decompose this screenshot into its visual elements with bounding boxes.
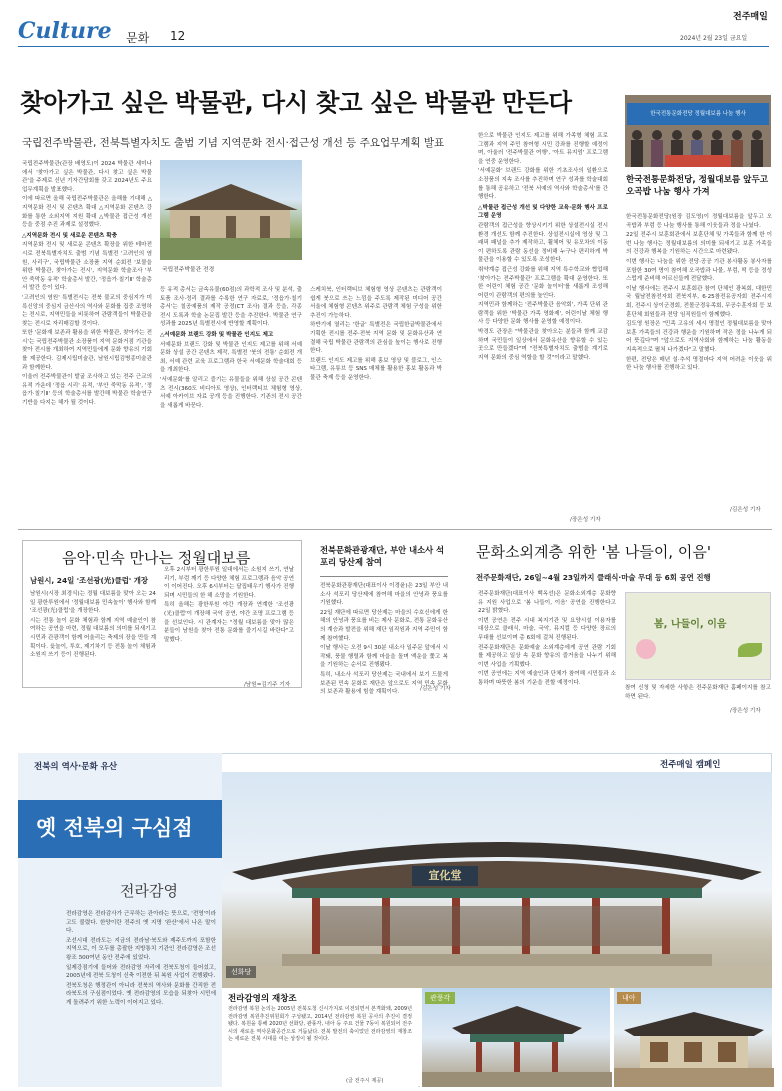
caption-body (228, 1006, 412, 1074)
lead-col1-p5: 또한 '문화재 보존과 활용을 위한 박물관, 찾아가는 전시'는 국립전주박물관 소장품이 지역 문화거점 기관을 찾아 전시를 개최하여 지역민들에게 문화 향유의 기회를 제공한다. 김제시립미술관, 남원시립김병종미술관과 함께한다. (22, 330, 152, 371)
right-top-p6: 한편, 전당은 매년 설·추석 명절마다 지역 어려운 이웃을 위한 나눔 행사를 진행하고 있다. (626, 356, 772, 372)
mid-left-headline: 음악·민속 만나는 정월대보름 (62, 549, 251, 567)
event-photo (625, 95, 771, 167)
caption-body-text: 전라감영 복원 논의는 2005년 전북도청 신시가지로 이전되면서 본격화돼, 2009년 전라감영 복원추진위원회가 구성됐고, 2014년 전라감영 복원 공사의 추진이 결정됐다. 복원을 통해 2020년 선화당, 관풍각, 내아 등 주요 건물 7동이 복원되어 전주시의 새로운 역사문화공간으로 거듭났다. 전북 발전의 축이었던 전라감영의 재창조는 새로운 전북 시대를 여는 상징이 될 것이다. (228, 1006, 412, 1043)
mid-center-rule (320, 576, 448, 577)
mid-right-p3: 전주문화재단은 문화예술 소외계층에게 공연 관람 기회를 제공하고 일상 속 문화 향유의 즐거움을 나누기 위해 이번 사업을 기획했다. (478, 644, 616, 668)
section-en: Culture (18, 18, 112, 44)
lead-col4-p5: 지역민과 함께하는 '전주박물관 음악회', 가족 단위 관람객을 위한 '박물관 가족 영화제', 어린이날 체험 행사 등 다양한 문화 행사를 운영할 예정이다. (478, 302, 608, 326)
lead-col4-p4: 취약계층 접근성 강화를 위해 지역 특수학교와 협업해 '찾아가는 전주박물관' 프로그램을 확대 운영한다. 또한 어린이 체험 공간 '문화 놀이터'를 새롭게 조성해 어린이 관람객의 편의를 높인다. (478, 266, 608, 299)
mid-center-byline: /김은성 기자 (420, 686, 451, 692)
mid-left-col1 (30, 590, 156, 686)
lead-col1 (22, 160, 152, 522)
section-divider-1 (18, 529, 772, 530)
poster-flower-icon (636, 639, 656, 659)
right-top-headline: 한국전통문화전당, 정월대보름 앞두고 오곡밥 나눔 행사 가져 (626, 175, 769, 197)
bottom-p3: 일제강점기에 들어와 전라감영 자리에 전북도청이 들어섰고, 2005년에 전북 도청이 신축 이전한 뒤 복원 사업이 진행됐다. (66, 964, 216, 980)
mid-right-col2 (625, 684, 771, 698)
mid-left-p4: 특히 올해는 광한루원 야간 개장과 연계한 '조선광(光)클럽'이 개장해 국악 공연, 야간 조명 프로그램 등을 선보인다. 시 관계자는 "정월 대보름을 맞아 많은 분들이 남원을 찾아 전통 문화를 즐기시길 바란다"고 말했다. (164, 602, 294, 643)
right-top-p1: 한국전통문화전당(원장 김도영)이 정월대보름을 앞두고 오곡밥과 부럼 등 나눔 행사를 통해 이웃들과 정을 나눴다. (626, 214, 772, 229)
event-banner: 한국전통문화전당 정월대보름 나눔 행사 (627, 103, 769, 125)
photo-label-seonhwadang: 선화당 (226, 966, 256, 978)
section-ko: 문화 (126, 31, 150, 45)
mid-right-byline: /장은성 기자 (730, 708, 761, 714)
right-top-p5: 김도영 원장은 "민족 고유의 세시 명절인 정월대보름을 맞아 보훈 가족들의 건강과 행운을 기원하며 작은 정을 나누게 되어 뜻깊다"며 "앞으로도 지역사회와 함께하는 나눔 활동을 지속적으로 펼쳐 나가겠다"고 말했다. (626, 321, 772, 353)
lead-col1-p3: 지역문화 전시 및 새로운 콘텐츠 확장을 위한 테마전시로 전북특별자치도 출범 기념 특별전 '고려인의 염원, 사리구', 국립박물관 소장품 지역 순회전 '보물을 위한 박물관, 찾아가는 전시', 지역문화 학술조사 '부안 죽막동 유적' 학술총서 발간, '정읍가·칠기Ⅱ' 학술총서 발간 등이 있다. (22, 242, 152, 292)
lead-col4-p3: 관람객의 접근성을 향상시키기 위한 상설전시실 전시환경 개선도 함께 추진한다. 상설전시실에 영상 및 그래픽 패널을 추가 제작하고, 휠체어 및 유모차의 이동이 편하도록 관람 동선을 정비해 누구나 편리하게 박물관을 이용할 수 있도록 조성한다. (478, 222, 608, 264)
lead-col2-h1: △서예문화 브랜드 강화 및 박물관 인지도 제고 (160, 331, 274, 338)
mid-center-p3: 이날 행사는 오전 9시 30분 내소사 일주문 앞에서 시작돼, 풍물 행렬과 함께 마을을 돌며 액운을 쫓고 복을 기원하는 순서로 진행됐다. (320, 645, 448, 669)
lead-col2-p3: '서예문화'를 알리고 즐기는 유물들을 위해 상설 공간 콘텐츠 전시(360도 비디아트 영상), 인터랙티브 체험형 영상, 서예 아카이브 자료 공개 등을 진행한다. 기존의 전시 공간을 새롭게 바꾼다. (160, 376, 302, 409)
right-top-body (626, 213, 772, 503)
mid-center-headline: 전북문화관광재단, 부안 내소사 석포리 당산제 참여 (320, 545, 445, 567)
photo-label-naea: 내아 (617, 992, 641, 1004)
mid-right-col1 (478, 590, 616, 694)
mid-right-p2: 이번 공연은 전주 시내 복지기관 및 요양시설 이용자를 대상으로 클래식, 마술, 국악, 뮤지컬 등 다양한 장르의 무대를 선보이며 총 6회에 걸쳐 진행된다. (478, 617, 616, 641)
right-top-p3: 이번 행사는 나눔을 위한 전당·공공 기관 봉사활동 봉사자를 포함한 30여 명이 참여해 오곡밥과 나물, 부럼, 떡 등을 정성스럽게 준비해 어르신들께 전달했다. (626, 258, 772, 283)
bottom-title: 옛 전북의 구심점 (36, 816, 193, 840)
mid-center-p4: 특히, 내소사 석포리 당산제는 국내에서 보기 드물게 보존된 민속 문화로 재단은 앞으로도 지역 민속 문화의 보존과 활용에 힘쓸 계획이다. (320, 671, 448, 696)
right-top-p2: 22일 전주시 보훈회관에서 보훈단체 및 가족들과 함께 한 이번 나눔 행사는 정월대보름의 의미를 되새기고 보훈 가족들의 건강과 행복을 기원하는 시간으로 마련됐다. (626, 232, 772, 256)
mid-left-byline: /남원=김기주 기자 (244, 682, 291, 688)
lead-col4-p1: 한으로 박물관 인지도 제고를 위해 가족형 체험 프로그램과 지역 주민 참여형 시민 강좌를 진행할 예정이며, 아울러 '전주박물관 여행', '아트 뮤지엄' 프로그램을 연중 운영한다. (478, 133, 608, 165)
lead-col4-p2: '서예문화' 브랜드 강화를 위한 기초조사의 일환으로 소장품의 지속 조사를 추진하며 연구 성과를 학술대회를 통해 공유하고 '전북 서예의 역사와 학술총서'를 간행한다. (478, 168, 608, 201)
museum-building-illustration (160, 160, 302, 260)
lead-col3-p2: 하반기에 열리는 '한글' 특별전은 국립한글박물관에서 기획한 전시를 전주·전북 지역 문화 및 문화유산과 연결해 국립 박물관 관람객의 관심을 높이는 행사로 진행한다. (310, 322, 442, 355)
mid-left-subhead: 남원시, 24일 '조선광(光)클럽' 개장 (30, 576, 149, 585)
lead-col1-p2: 이에 따르면 올해 국립전주박물관은 올해를 기대해 △지역문화 전시 및 콘텐츠 확대 △지역문화 콘텐츠 강화를 통한 소외지역 지원 확대 △박물관 접근성 개선 등을 중점 추진 과제로 설정했다. (22, 196, 152, 229)
bottom-p2: 조선시대 전라도는 지금의 전라남·북도와 제주도까지 포함한 지역으로, 이 모두를 총괄한 지방통치 기관인 전라감영은 조선왕조 500여년 동안 전주에 있었다. (66, 937, 216, 961)
masthead (0, 0, 782, 52)
lead-col1-h1: △지역문화 전시 및 새로운 콘텐츠 확충 (22, 232, 118, 239)
page-number: 12 (170, 29, 186, 43)
bottom-p1: 전라감영은 전라감사가 근무하는 관아라는 뜻으로, '전영'이라고도 불렸다. 한양이란 전주의 옛 지명 '완산'에서 나온 말이다. (66, 911, 216, 935)
museum-photo (160, 160, 302, 260)
museum-photo-caption: 국립전주박물관 전경 (162, 267, 215, 273)
issue-date: 2024년 2월 23일 금요일 (680, 35, 748, 42)
paper-name: 전주매일 (733, 12, 768, 22)
mid-right-subhead: 전주문화재단, 26일~4월 23일까지 클래식·마술 무대 등 6회 공연 진행 (476, 573, 711, 582)
seonhwadang-signboard: 宣化堂 (428, 869, 462, 882)
lead-col1-p4: '고려인의 염원' 특별전시는 전북 불교의 중심지가 미륵신앙의 중심지 금산사의 역사와 문화를 집중 조명하는 전시로, 지역민들을 비롯하여 관람객들이 박물관을 찾는 전시로 자리매김할 것이다. (22, 294, 152, 327)
right-top-p4: 이날 행사에는 전주시 보훈회관 참여 단체인 광복회, 대한민국 월남전참전자회 전북지부, 6·25참전유공자회 전주시지회, 전주시 상이군경회, 전몰군경유족회, 무공수훈자회 등 보훈단체 회원들과 전당 임직원들이 함께했다. (626, 285, 772, 318)
lead-headline: 찾아가고 싶은 박물관, 다시 찾고 싶은 박물관 만든다 (20, 88, 572, 117)
lead-col4-p6: 박경도 관장은 "박물관을 찾아오는 분들과 함께 교감하며 국민들이 일상에서 문화유산을 향유할 수 있는 곳으로 만들겠다"며 "전북특별자치도 출범을 계기로 지역 문화의 중심 역할을 할 것"이라고 말했다. (478, 329, 608, 361)
event-people-illustration (625, 125, 771, 167)
mid-left-p2: 시는 전통 놀이 문화 체험과 함께 지역 예술인이 참여하는 공연을 마련, 정월 대보름의 의미를 되새기고 시민과 관광객이 함께 어울리는 축제의 장을 만들 계획이다. 윷놀이, 투호, 제기차기 등 전통 놀이 체험과 소원지 쓰기 등이 진행된다. (30, 617, 156, 659)
right-top-byline: /김은성 기자 (730, 507, 761, 513)
seonhwadang-photo (222, 772, 772, 988)
photo-label-gwanpunggak: 관풍각 (425, 992, 455, 1004)
bottom-series-label: 전북의 역사·문화 유산 (34, 762, 118, 772)
poster-title: 봄, 나들이, 이음 (654, 619, 727, 630)
poster-image (625, 592, 771, 680)
masthead-rule (18, 46, 769, 47)
mid-left-p3: 오후 2시부터 광한루원 일대에서는 소원지 쓰기, 연날리기, 부럼 깨기 등 다양한 체험 프로그램과 음악 공연이 이어진다. 오후 6시부터는 달집태우기 행사가 진행되며 시민들의 한 해 소망을 기원한다. (164, 567, 294, 599)
mid-center-p1: 전북문화관광재단(대표이사 이경윤)은 23일 부안 내소사 석포리 당산제에 참여해 마을의 안녕과 풍요를 기원했다. (320, 583, 448, 607)
lead-col4 (478, 132, 608, 514)
seonhwadang-illustration (222, 772, 772, 988)
bottom-body (66, 910, 216, 1080)
caption-title: 전라감영의 재창조 (228, 994, 297, 1004)
mid-right-p5: 참여 신청 및 자세한 사항은 전주문화재단 홈페이지를 참고하면 된다. (625, 685, 771, 700)
lead-col4-h1: △박물관 접근성 개선 및 다양한 교육·문화 행사 프로그램 운영 (478, 204, 608, 220)
caption-byline: (글 전주시 제공) (346, 1078, 384, 1084)
mid-left-col2 (164, 566, 294, 678)
bottom-p4: 전북도청은 행정관이 아니라 전북의 역사와 문화를 간직한 전라북도의 구심점이었다. 옛 전라감영의 모습을 되찾아 시민에게 돌려주기 위한 노력이 이어지고 있다. (66, 982, 216, 1006)
lead-col2-p1: 등 유적 총서는 금속유물(60점)의 과학적 조사 및 분석, 출토품 조사·정리 결과를 수록한 연구 자료로, '정읍가·칠기 총서'는 칠공예품의 제작 공정(CT 조사) 결과 등을, 각종 전시 도록과 학술 논문집 발간 등을 추진한다. 박물관 연구 성과를 2025년 특별전시에 반영할 계획이다. (160, 287, 302, 328)
lead-col1-p1: 국립전주박물관(관장 배영도)이 2024 박물관 세미나에서 '찾아가고 싶은 박물관, 다시 찾고 싶은 박물관'을 주제로 신년 기자간담회를 갖고 2024년도 주요업무계획을 발표했다. (22, 161, 152, 193)
campaign-label: 전주매일 캠페인 (660, 760, 721, 770)
mid-right-headline: 문화소외계층 위한 '봄 나들이, 이음' (476, 543, 711, 561)
mid-right-p1: 전주문화재단(대표이사 백옥선)은 문화소외계층 문화향유 지원 사업으로 '봄 나들이, 이음' 공연을 진행한다고 22일 밝혔다. (478, 591, 616, 615)
lead-byline: /장은성 기자 (570, 517, 601, 523)
lead-col1-p6: 이울러 전주박물관이 발굴 조사하고 있는 전주 근교의 유적 가운데 '정읍 시리' 유적, '부안 죽막동 유적', '정읍가·칠기Ⅱ' 등의 학술총서를 발간해 박물관 학술연구 기반을 다지는 해가 될 것이다. (22, 374, 152, 407)
bottom-subject: 전라감영 (120, 882, 178, 900)
lead-col3 (310, 286, 442, 522)
lead-col2-p2: 서예문화 브랜드 강화 및 박물관 인지도 제고를 위해 서예문화 상설 공간 콘텐츠 제작, 특별전 '붓의 전통' 순회전 개최, 서예 관련 교육 프로그램과 한국 서예문화 학술대회 등을 개최한다. (160, 341, 302, 374)
lead-col2 (160, 286, 302, 522)
mid-center-p2: 22일 재단에 따르면 당산제는 마을의 수호신에게 한 해의 안녕과 풍요를 비는 제사 문화로, 전통 문화유산의 계승과 발전을 위해 재단 임직원과 지역 주민이 함께 참여했다. (320, 609, 448, 642)
poster-leaf-icon (738, 643, 762, 657)
lead-col3-p1: 스케치북, 인터랙티브 체험형 영상 콘텐츠는 관람객이 쉽게 붓으로 쓰는 느낌을 주도록 제작된 미디어 공간 서울에 체험형 콘텐츠 위주로 관람객 체험 구성을 위한 추진이 가능하다. (310, 287, 442, 319)
mid-left-p1: 남원시(시장 최경식)는 정월 대보름을 맞아 오는 24일 광한루원에서 '정월대보름 민속놀이' 행사와 함께 '조선광(光)클럽'을 개장한다. (30, 591, 156, 615)
lead-subhead: 국립전주박물관, 전북특별자치도 출범 기념 지역문화 전시·접근성 개선 등 주요업무계획 발표 (22, 137, 445, 149)
mid-right-p4: 이번 공연에는 지역 예술인과 단체가 참여해 시민들과 소통하며 따뜻한 봄의 기운을 전할 예정이다. (478, 671, 616, 686)
lead-col3-p3: 브랜드 인지도 제고를 위해 홍보 영상 및 블로그, 인스타그램, 유튜브 등 SNS 매체를 활용한 홍보 활동과 박물관 축제 등을 운영한다. (310, 357, 442, 381)
